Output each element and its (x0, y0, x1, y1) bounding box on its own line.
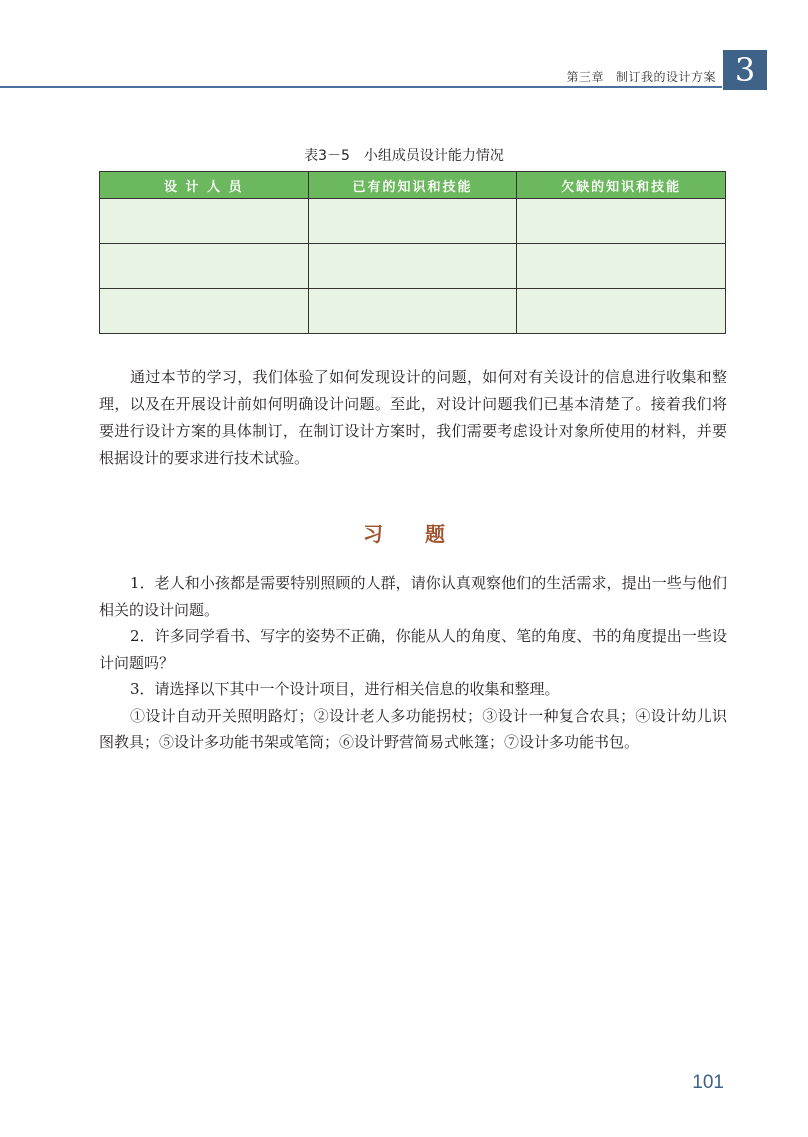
table-cell (100, 244, 309, 289)
exercise-item-2: 2．许多同学看书、写字的姿势不正确，你能从人的角度、笔的角度、书的角度提出一些设计问题吗？ (99, 627, 727, 672)
chapter-title: 制订我的设计方案 (615, 70, 716, 84)
exercise-item-1: 1．老人和小孩都是需要特别照顾的人群，请你认真观察他们的生活需求，提出一些与他们相关的设计问题。 (99, 574, 727, 619)
table-cell (308, 244, 517, 289)
table-number: 表3－5 (304, 148, 350, 164)
exercise-item-3-options: ①设计自动开关照明路灯；②设计老人多功能拐杖；③设计一种复合农具；④设计幼儿识图教具；⑤设计多功能书架或笔筒；⑥设计野营简易式帐篷；⑦设计多功能书包。 (99, 706, 727, 751)
table-cell (517, 199, 726, 244)
table-cell (100, 199, 309, 244)
header-rule (0, 86, 722, 88)
column-header-existing-skills: 已有的知识和技能 (308, 172, 517, 199)
column-header-designer: 设 计 人 员 (100, 172, 309, 199)
table-row (100, 289, 726, 334)
table-cell (517, 244, 726, 289)
exercise-item-3: 3．请选择以下其中一个设计项目，进行相关信息的收集和整理。 (130, 680, 560, 698)
exercises-title: 习题 (363, 522, 487, 546)
chapter-number-tab: 3 (723, 50, 767, 90)
table-row (100, 199, 726, 244)
table-cell (308, 199, 517, 244)
table-cell (517, 289, 726, 334)
table-cell (100, 289, 309, 334)
table-caption (0, 145, 808, 165)
table-title: 小组成员设计能力情况 (363, 148, 504, 164)
column-header-missing-skills: 欠缺的知识和技能 (517, 172, 726, 199)
table-row (100, 244, 726, 289)
page-number: 101 (692, 1072, 724, 1093)
table-cell (308, 289, 517, 334)
exercises-list (99, 570, 727, 756)
running-header (566, 68, 716, 85)
body-paragraph: 通过本节的学习，我们体验了如何发现设计的问题，如何对有关设计的信息进行收集和整理，以及在开展设计前如何明确设计问题。至此，对设计问题我们已基本清楚了。接着我们将要进行设计方案的具体制订，在制订设计方案时，我们需要考虑设计对象所使用的材料，并要根据设计的要求进行技术试验。 (99, 368, 727, 467)
table-header-row (100, 172, 726, 199)
chapter-label: 第三章 (566, 70, 604, 84)
design-ability-table (99, 171, 726, 334)
